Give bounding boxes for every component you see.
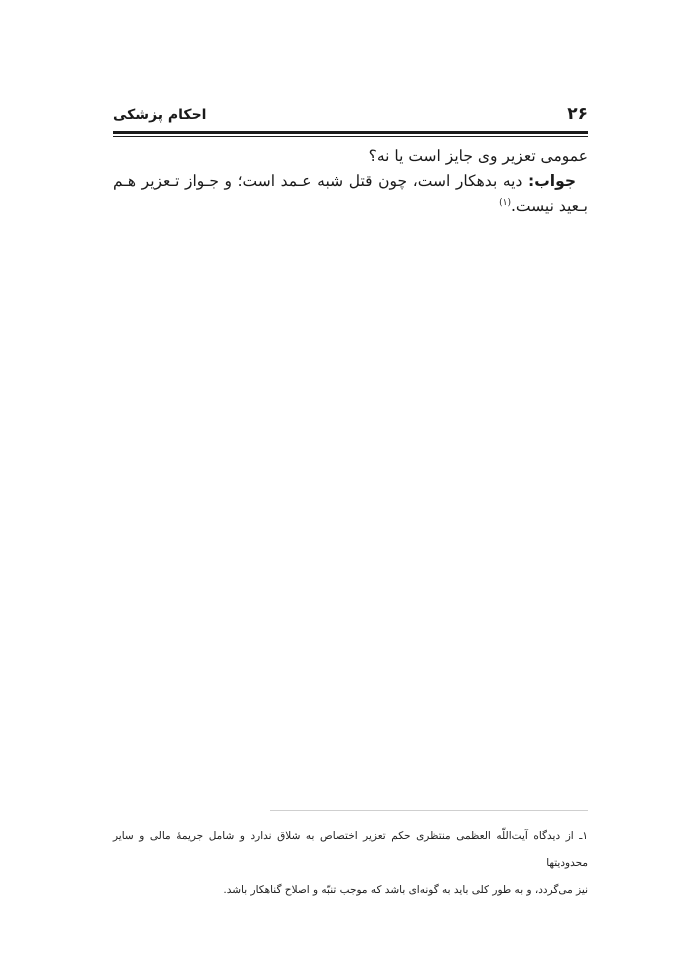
footnote-line-2: نیز می‌گردد، و به طور کلی باید به گونه‌ای باشد که موجب تنبّه و اصلاح گناهکار باشد. (223, 884, 588, 896)
page-header (113, 104, 588, 126)
body-text (113, 144, 588, 219)
page-number: ۲۶ (567, 104, 588, 124)
question-continuation: عمومی تعزیر وی جایز است یا نه؟ (368, 147, 588, 165)
footnote (113, 823, 588, 904)
footnote-reference: (۱) (499, 197, 511, 208)
answer-label: جواب: (528, 172, 576, 190)
header-rule-thin (113, 136, 588, 137)
answer-paragraph (113, 169, 588, 219)
footnote-divider (270, 810, 588, 811)
running-title: احکام پزشکی (113, 107, 207, 123)
header-rule-thick (113, 131, 588, 134)
answer-text: دیه بدهکار است، چون قتل شبه عـمد است؛ و جـواز تـعزیر هـم بـعید نیست. (113, 172, 588, 215)
footnote-line-1: ۱ـ از دیدگاه آیت‌اللّه العظمی منتظری حکم تعزیر اختصاص به شلاق ندارد و شامل جریمهٔ مالی و سایر محدودیتها (113, 830, 588, 869)
